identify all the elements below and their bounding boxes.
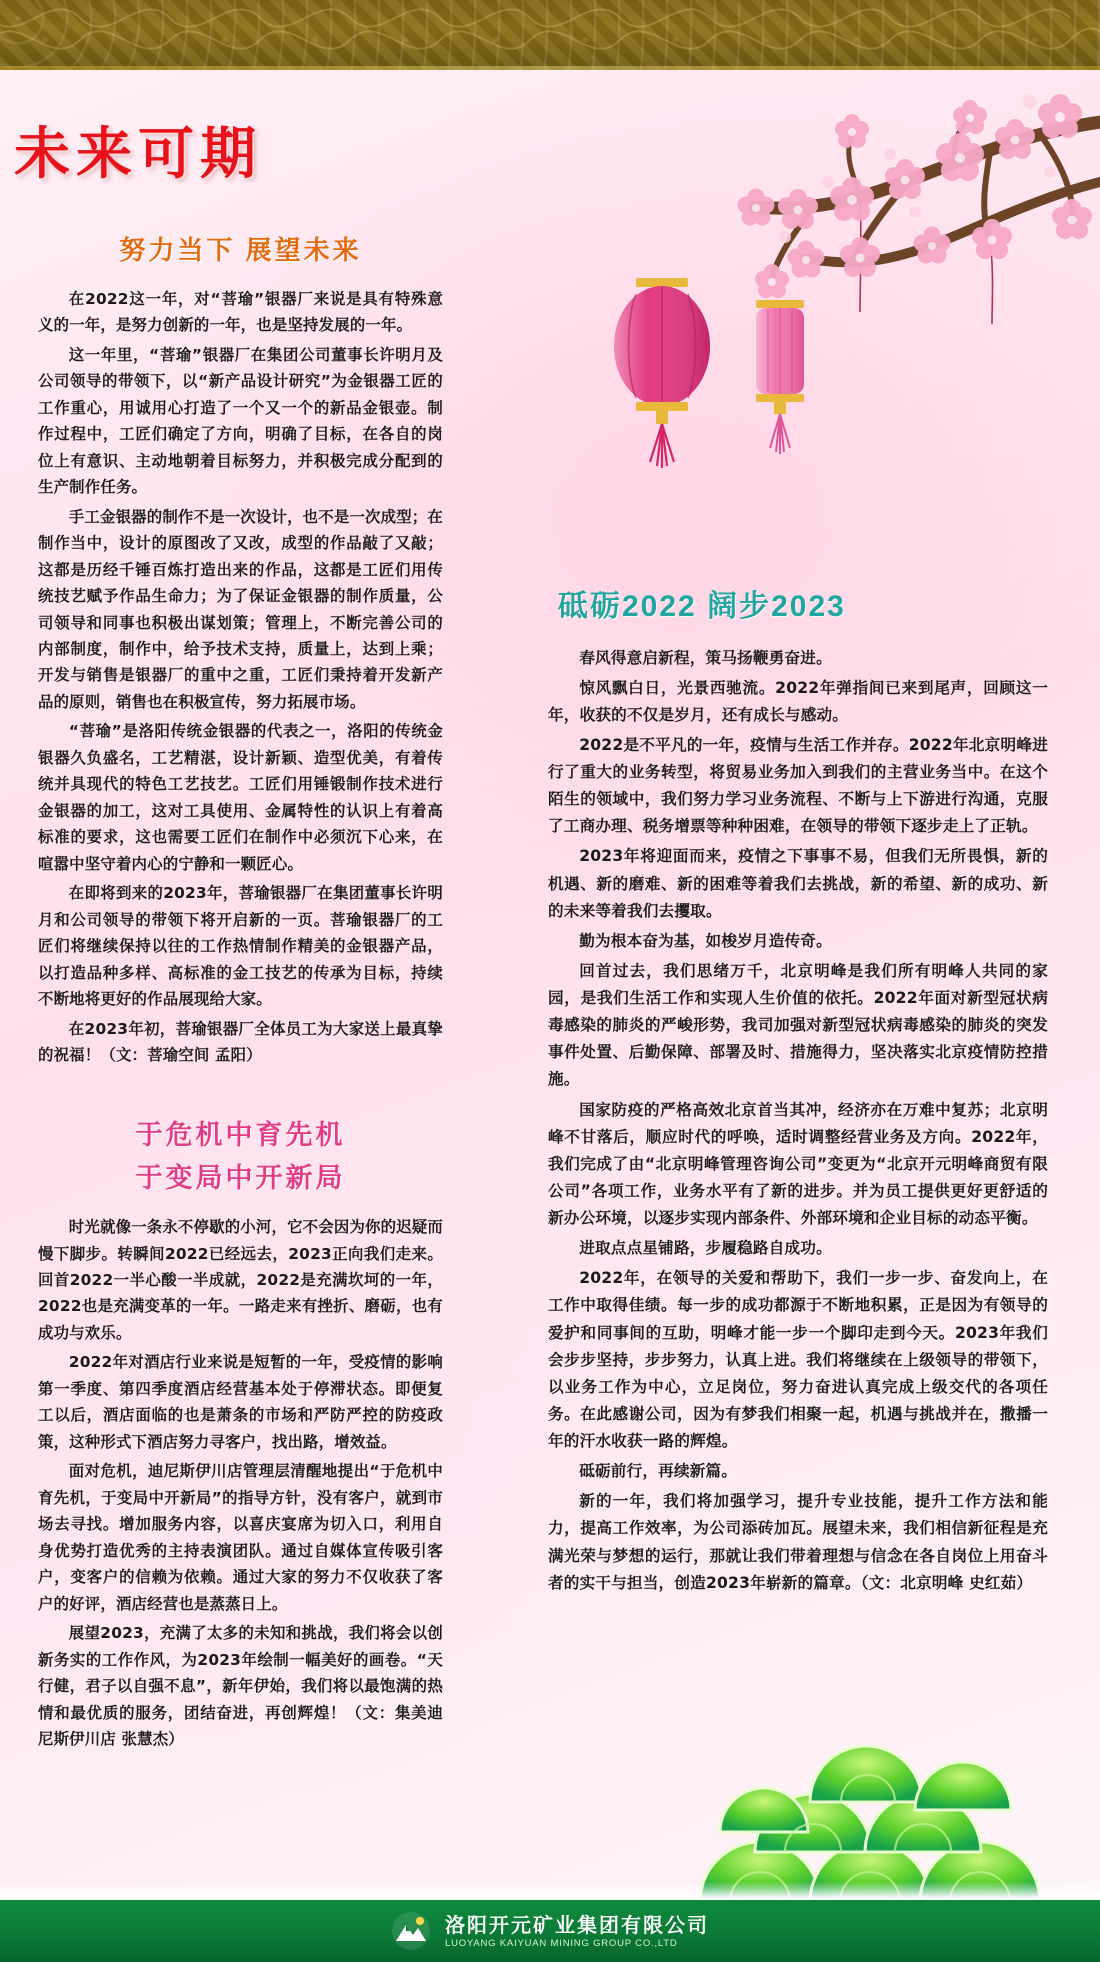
section-title-1: 努力当下 展望未来 (119, 235, 362, 265)
section-1-body (38, 286, 443, 1069)
section-2-body (38, 1214, 443, 1753)
paragraph: 国家防疫的严格高效北京首当其冲，经济亦在万难中复苏；北京明峰不甘落后，顺应时代的呼唤，适时调整经营业务及方向。2022年，我们完成了由“北京明峰管理咨询公司”变更为“北京开元明峰商贸有限公司”各项工作，业务水平有了新的进步。并为员工提供更好更舒适的新办公环境，以逐步实现内部条件、外部环境和企业目标的动态平衡。 (548, 1100, 1048, 1227)
footer-bar (0, 1900, 1100, 1962)
paragraph: 展望2023，充满了太多的未知和挑战，我们将会以创新务实的工作作风，为2023年绘制一幅美好的画卷。“天行健，君子以自强不息”，新年伊始，我们将以最饱满的热情和最优质的服务，团结奋进，再创辉煌！（文：集美迪尼斯伊川店 张慧杰） (38, 1624, 443, 1749)
paragraph: 进取点点星铺路，步履稳路自成功。 (579, 1239, 832, 1258)
paragraph: 2022年对酒店行业来说是短暂的一年，受疫情的影响第一季度、第四季度酒店经营基本处于停滞状态。即便复工以后，酒店面临的也是萧条的市场和严防严控的防疫政策，这种形式下酒店努力寻客户，找出路，增效益。 (38, 1353, 443, 1451)
pink-lantern-icon (756, 300, 804, 454)
footer-brand (391, 1911, 709, 1951)
paragraph: 惊风飘白日，光景西驰流。2022年弹指间已来到尾声，回顾这一年，收获的不仅是岁月，还有成长与感动。 (548, 678, 1048, 724)
gold-swirl-band-icon (0, 0, 1100, 70)
paragraph: 回首过去，我们思绪万千，北京明峰是我们所有明峰人共同的家园，是我们生活工作和实现人生价值的依托。2022年面对新型冠状病毒感染的肺炎的严峻形势，我司加强对新型冠状病毒感染的肺炎的突发事件处置、后勤保障、部署及时、措施得力，坚决落实北京疫情防控措施。 (548, 961, 1048, 1089)
section-title-2-line1: 于危机中育先机 (135, 1119, 346, 1150)
cherry-blossom-branch-icon (560, 62, 1100, 482)
mountain-logo-icon (391, 1911, 431, 1951)
section-title-2-line2: 于变局中开新局 (135, 1162, 346, 1193)
red-lantern-icon (614, 278, 710, 468)
column-spacer (38, 1072, 443, 1116)
section-title-3: 砥砺2022 阔步2023 (558, 590, 846, 623)
section-3-body (548, 645, 1048, 1597)
company-name-cn: 洛阳开元矿业集团有限公司 (445, 1912, 709, 1937)
green-cloud-pattern-icon (660, 1682, 1080, 1902)
paragraph: 在2022这一年，对“菩瑜”银器厂来说是具有特殊意义的一年，是努力创新的一年，也是坚持发展的一年。 (38, 289, 443, 335)
paragraph: 2022是不平凡的一年，疫情与生活工作并存。2022年北京明峰进行了重大的业务转型，将贸易业务加入到我们的主营业务当中。在这个陌生的领域中，我们努力学习业务流程、不断与上下游进行沟通，克服了工商办理、税务增票等种种困难，在领导的带领下逐步走上了正轨。 (548, 735, 1048, 836)
lantern-group (600, 250, 860, 550)
paragraph: 手工金银器的制作不是一次设计，也不是一次成型；在制作当中，设计的原图改了又改，成型的作品敲了又敲；这都是历经千锤百炼打造出来的作品，这都是工匠们用传统技艺赋予作品生命力；为了保证金银器的制作质量，公司领导和同事也积极出谋划策；管理上，不断完善公司的内部制度，制作中，给予技术支持，质量上，达到上乘；开发与销售是银器厂的重中之重，工匠们秉持着开发新产品的原则，销售也在积极宣传，努力拓展市场。 (38, 507, 443, 711)
paragraph: “菩瑜”是洛阳传统金银器的代表之一，洛阳的传统金银器久负盛名，工艺精湛，设计新颖、造型优美，有着传统并具现代的特色工艺技艺。工匠们用锤锻制作技术进行金银器的加工，这对工具使用、金属特性的认识上有着高标准的要求，这也需要工匠们在制作中必须沉下心来，在喧嚣中坚守着内心的宁静和一颗匠心。 (38, 722, 443, 873)
paragraph: 砥砺前行，再续新篇。 (579, 1462, 738, 1481)
footer-company (445, 1914, 709, 1949)
left-column (38, 232, 443, 1756)
paragraph: 在即将到来的2023年，菩瑜银器厂在集团董事长许明月和公司领导的带领下将开启新的一页。菩瑜银器厂的工匠们将继续保持以往的工作热情制作精美的金银器产品，以打造品种多样、高标准的金工技艺的传承为目标，持续不断地将更好的作品展现给大家。 (38, 884, 443, 1009)
paragraph: 新的一年，我们将加强学习，提升专业技能，提升工作方法和能力，提高工作效率，为公司添砖加瓦。展望未来，我们相信新征程是充满光荣与梦想的运行，那就让我们带着理想与信念在各自岗位上用奋斗者的实干与担当，创造2023年崭新的篇章。（文：北京明峰 史红茹） (548, 1492, 1048, 1592)
paragraph: 2022年，在领导的关爱和帮助下，我们一步一步、奋发向上，在工作中取得佳绩。每一步的成功都源于不断地积累，正是因为有领导的爱护和同事间的互助，明峰才能一步一个脚印走到今天。2023年我们会步步坚持，步步努力，认真上进。我们将继续在上级领导的带领下，以业务工作为中心，立足岗位，努力奋进认真完成上级交代的各项任务。在此感谢公司，因为有梦我们相聚一起，机遇与挑战并在，撒播一年的汗水收获一路的辉煌。 (548, 1269, 1048, 1450)
paragraph: 勤为根本奋为基，如梭岁月造传奇。 (579, 931, 832, 950)
paragraph: 在2023年初，菩瑜银器厂全体员工为大家送上最真挚的祝福！（文：菩瑜空间 孟阳） (38, 1019, 443, 1065)
top-gold-band (0, 0, 1100, 70)
paragraph: 时光就像一条永不停歇的小河，它不会因为你的迟疑而慢下脚步。转瞬间2022已经远去，2023正向我们走来。回首2022一半心酸一半成就，2022是充满坎坷的一年，2022也是充满变革的一年。一路走来有挫折、磨砺，也有成功与欢乐。 (38, 1218, 443, 1342)
right-column (548, 585, 1048, 1600)
bottom-fade (0, 1882, 1100, 1900)
paragraph: 春风得意启新程，策马扬鞭勇奋进。 (579, 648, 832, 667)
paragraph: 面对危机，迪尼斯伊川店管理层清醒地提出“于危机中育先机，于变局中开新局”的指导方针，没有客户，就到市场去寻找。增加服务内容，以喜庆宴席为切入口，利用自身优势打造优秀的主持表演团队。通过自媒体宣传吸引客户，变客户的信赖为依赖。通过大家的努力不仅收获了客户的好评，酒店经营也是蒸蒸日上。 (38, 1462, 443, 1613)
paragraph: 这一年里，“菩瑜”银器厂在集团公司董事长许明月及公司领导的带领下，以“新产品设计研究”为金银器工匠的工作重心，用诚用心打造了一个又一个的新品金银壶。制作过程中，工匠们确定了方向，明确了目标，在各自的岗位上有意识、主动地朝着目标努力，并积极完成分配到的生产制作任务。 (38, 345, 443, 497)
company-name-en: LUOYANG KAIYUAN MINING GROUP CO.,LTD (445, 1937, 678, 1949)
paragraph: 2023年将迎面而来，疫情之下事事不易，但我们无所畏惧，新的机遇、新的磨难、新的困难等着我们去挑战，新的希望、新的成功、新的未来等着我们去攫取。 (548, 847, 1048, 920)
page-title: 未来可期 (14, 122, 262, 187)
